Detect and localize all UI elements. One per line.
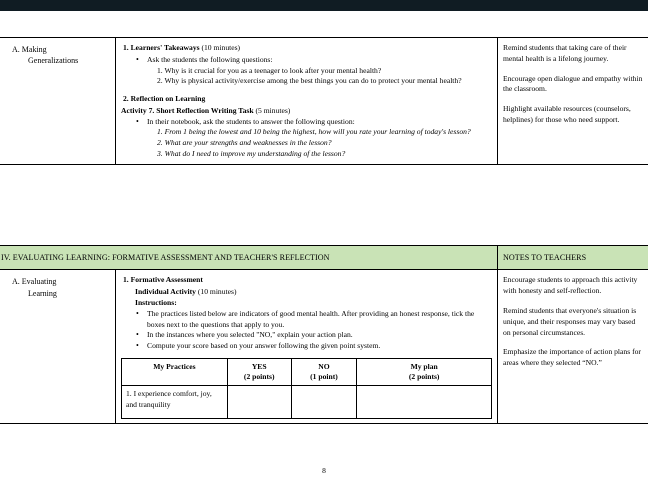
my-practices-table <box>121 358 492 420</box>
activity-7-heading <box>121 106 492 117</box>
list-item: • Compute your score based on your answer following the given point system. <box>147 341 492 352</box>
takeaways-bullet-list <box>121 55 492 87</box>
column-header-my-plan-title: My plan <box>410 361 438 371</box>
formative-assessment-heading: 1. Formative Assessment <box>123 275 203 285</box>
table-row <box>0 38 648 165</box>
generalizations-table <box>0 37 648 165</box>
list-item: 3. What do I need to improve my understanding of the lesson? <box>157 149 346 159</box>
column-header-yes <box>227 358 291 386</box>
reflection-bullet-text: In their notebook, ask the students to answer the following question: <box>147 116 355 126</box>
takeaways-question-list <box>147 66 492 88</box>
column-header-no-title: NO <box>318 361 330 371</box>
page-number: 8 <box>322 466 326 475</box>
notes-to-teachers-section-one <box>498 38 648 165</box>
table-row <box>0 270 648 424</box>
section-label-line-2: Generalizations <box>28 56 79 66</box>
column-header-no-points: (1 point) <box>310 372 338 382</box>
evaluating-learning-body <box>116 270 498 424</box>
column-header-my-plan <box>357 358 492 386</box>
evaluating-learning-table <box>0 245 648 424</box>
column-header-my-practices: My Practices <box>122 358 228 386</box>
note-paragraph: Remind students that taking care of their mental health is a lifelong journey. <box>503 43 627 63</box>
reflection-bullet-list <box>121 117 492 160</box>
learners-takeaways-title: 1. Learners' Takeaways <box>123 43 200 52</box>
list-item: • In the instances where you selected "NO," explain your action plan. <box>147 330 492 341</box>
activity-7-title: Activity 7. Short Reflection Writing Task <box>121 105 254 115</box>
yes-checkbox-cell-1[interactable] <box>227 386 291 419</box>
list-item: 1. Why is it crucial for you as a teenager to look after your mental health? <box>157 65 382 75</box>
note-paragraph: Encourage open dialogue and empathy within the classroom. <box>503 73 643 94</box>
reflection-question-list <box>147 127 492 159</box>
my-plan-cell-1[interactable] <box>357 386 492 419</box>
instructions-list <box>121 309 492 352</box>
note-paragraph: Remind students that everyone's situation is unique, and their responses may vary based on personal circumstances. <box>503 306 637 337</box>
note-paragraph: Highlight available resources (counselors, helplines) for those who need support. <box>503 104 631 124</box>
section-banner-row <box>0 246 648 270</box>
column-header-yes-title: YES <box>251 361 267 371</box>
window-chrome-bar <box>0 0 648 11</box>
table-header-row <box>122 358 492 386</box>
practice-cell-1: 1. I experience comfort, joy, and tranquility <box>122 386 228 419</box>
banner-notes-title: NOTES TO TEACHERS <box>498 246 648 270</box>
generalizations-body <box>116 38 498 165</box>
list-item <box>147 117 492 160</box>
paragraph-spacer <box>121 87 492 94</box>
section-label-making-generalizations <box>0 38 116 165</box>
column-header-yes-points: (2 points) <box>243 372 275 382</box>
list-item: 2. Why is physical activity/exercise among the best things you can do to protect your mental health? <box>157 76 462 86</box>
column-header-no <box>291 358 357 386</box>
section-label-evaluating-learning <box>0 270 116 424</box>
note-paragraph: Emphasize the importance of action plans for areas where they selected “NO.” <box>503 347 641 368</box>
individual-activity-heading <box>121 287 492 298</box>
table-row <box>122 386 492 419</box>
note-paragraph: Encourage students to approach this activity with honesty and self-reflection. <box>503 275 638 296</box>
section-label-line-2: Learning <box>28 288 57 298</box>
learners-takeaways-heading <box>123 43 492 54</box>
banner-title: IV. EVALUATING LEARNING: FORMATIVE ASSESSMENT AND TEACHER'S REFLECTION <box>0 246 498 270</box>
section-label-line-1: A. Making <box>12 45 47 54</box>
individual-activity-title: Individual Activity <box>135 287 196 297</box>
no-checkbox-cell-1[interactable] <box>291 386 357 419</box>
individual-activity-duration: (10 minutes) <box>197 287 237 297</box>
learners-takeaways-duration: (10 minutes) <box>201 43 241 52</box>
list-item: 1. From 1 being the lowest and 10 being the highest, how will you rate your learning of today's lesson? <box>157 127 471 137</box>
list-item: • The practices listed below are indicators of good mental health. After providing an honest response, tick the boxes next to the questions that apply to you. <box>147 309 492 331</box>
list-item: 2. What are your strengths and weaknesses in the lesson? <box>157 138 332 148</box>
instructions-label: Instructions: <box>135 298 177 308</box>
list-item <box>147 55 492 87</box>
document-page <box>0 11 648 487</box>
takeaways-bullet-text: Ask the students the following questions: <box>147 54 273 64</box>
notes-to-teachers-section-two <box>498 270 648 424</box>
activity-7-duration: (5 minutes) <box>255 105 291 115</box>
section-label-line-1: A. Evaluating <box>12 277 57 287</box>
column-header-my-plan-points: (2 points) <box>408 372 440 382</box>
reflection-on-learning-heading: 2. Reflection on Learning <box>123 94 206 104</box>
